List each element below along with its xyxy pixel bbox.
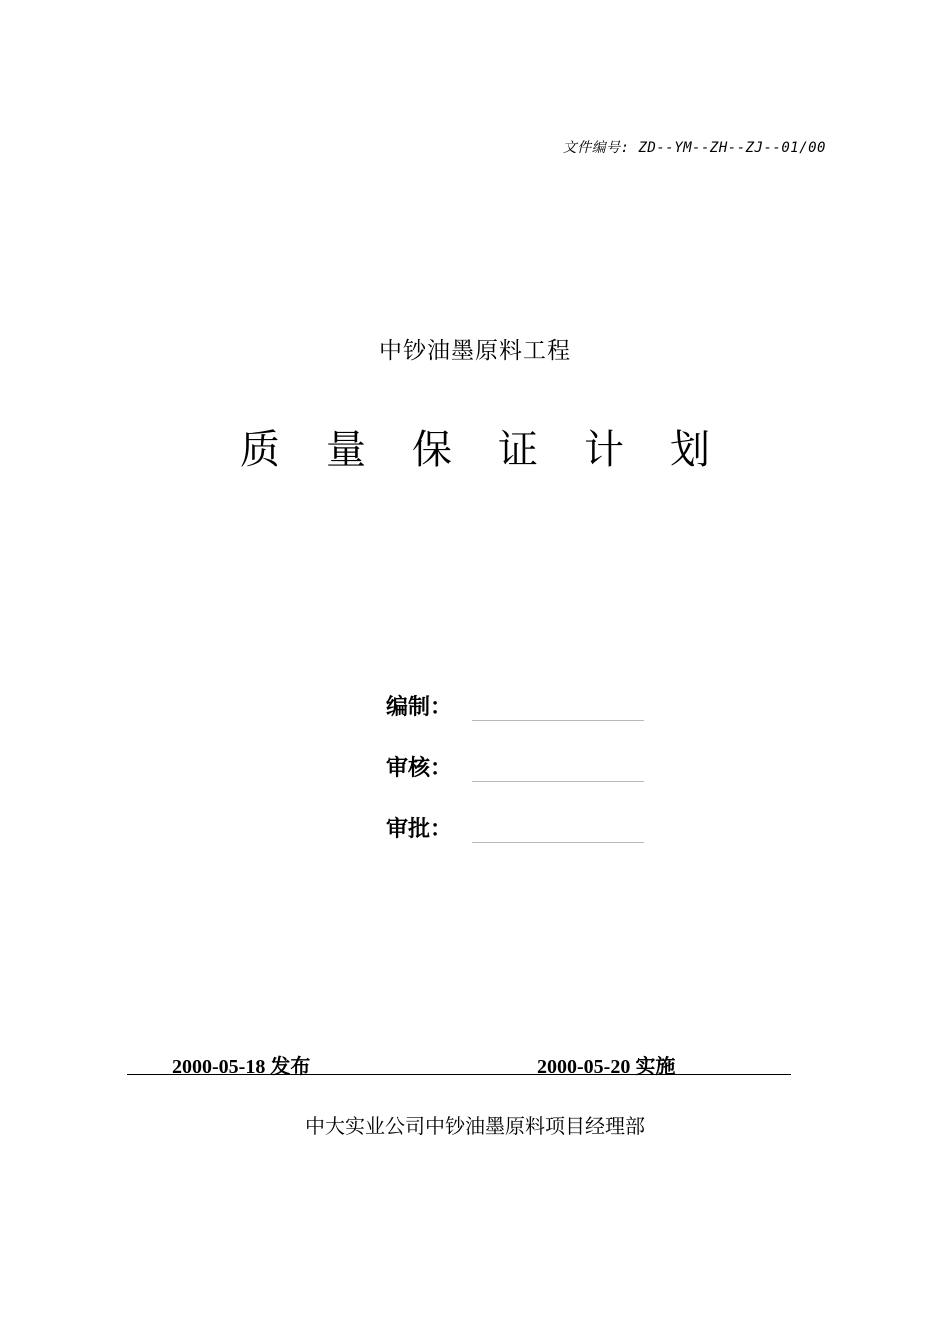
plan-title: 质量保证计划 — [240, 427, 756, 473]
reviewed-by-line — [472, 781, 644, 782]
date-row — [127, 1050, 791, 1078]
project-name: 中钞油墨原料工程 — [379, 338, 571, 364]
reviewed-by-label: 审核： — [386, 756, 453, 781]
compiled-by-label: 编制： — [386, 695, 453, 720]
effective-date: 2000-05-20 实施 — [537, 1056, 676, 1078]
approved-by-line — [472, 842, 644, 843]
approved-by-label: 审批： — [386, 817, 453, 842]
department-name: 中大实业公司中钞油墨原料项目经理部 — [305, 1114, 645, 1138]
issue-date: 2000-05-18 发布 — [172, 1056, 311, 1078]
document-number: 文件编号: ZD--YM--ZH--ZJ--01/00 — [562, 140, 826, 156]
compiled-by-line — [472, 720, 644, 721]
